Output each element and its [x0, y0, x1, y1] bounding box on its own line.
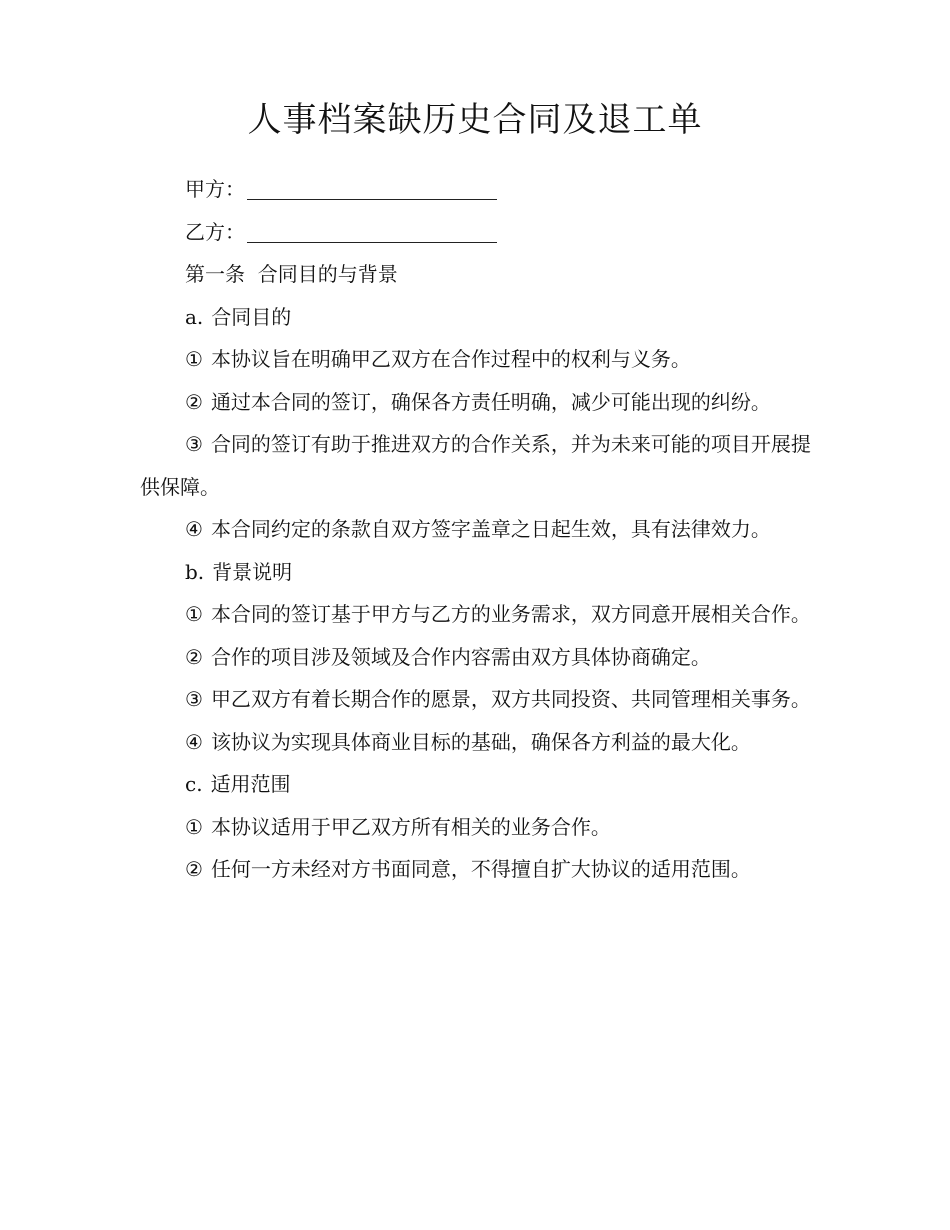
party-b-blank [247, 242, 497, 243]
list-item [140, 508, 812, 551]
section-heading [140, 763, 812, 806]
item-marker: ② [185, 644, 203, 669]
party-a-blank [247, 199, 497, 200]
list-item [140, 593, 812, 636]
item-text: 该协议为实现具体商业目标的基础，确保各方利益的最大化。 [210, 729, 751, 754]
section-heading [140, 551, 812, 594]
item-text: 合同的签订有助于推进双方的合作关系，并为未来可能的项目开展提供保障。 [140, 432, 811, 499]
list-item [140, 848, 812, 891]
item-marker: ② [185, 857, 203, 881]
document-body [140, 168, 812, 891]
item-text: 本协议适用于甲乙双方所有相关的业务合作。 [210, 814, 611, 839]
section-marker: b. [185, 559, 205, 584]
list-item [140, 338, 812, 381]
section-title: 背景说明 [212, 559, 293, 584]
item-marker: ③ [185, 687, 203, 711]
list-item [140, 721, 812, 764]
item-text: 本协议旨在明确甲乙双方在合作过程中的权利与义务。 [210, 347, 691, 371]
list-item [140, 423, 812, 508]
item-text: 合作的项目涉及领域及合作内容需由双方具体协商确定。 [210, 644, 711, 669]
party-a-line [140, 168, 812, 211]
section-marker: c. [185, 772, 203, 796]
item-text: 本合同约定的条款自双方签字盖章之日起生效，具有法律效力。 [210, 517, 771, 541]
article-heading: 第一条 合同目的与背景 [185, 262, 398, 286]
party-b-label: 乙方： [185, 219, 245, 244]
item-text: 甲乙双方有着长期合作的愿景，双方共同投资、共同管理相关事务。 [210, 687, 811, 711]
item-text: 任何一方未经对方书面同意，不得擅自扩大协议的适用范围。 [210, 857, 751, 881]
document-title: 人事档案缺历史合同及退工单 [247, 100, 703, 140]
item-marker: ④ [185, 517, 203, 541]
party-a-label: 甲方： [185, 177, 245, 201]
list-item [140, 636, 812, 679]
list-item [140, 678, 812, 721]
section-title: 适用范围 [210, 772, 291, 796]
list-item [140, 806, 812, 849]
item-text: 通过本合同的签订，确保各方责任明确，减少可能出现的纠纷。 [210, 389, 771, 414]
section-heading [140, 296, 812, 339]
section-marker: a. [185, 304, 204, 329]
list-item [140, 381, 812, 424]
item-marker: ④ [185, 729, 203, 754]
party-b-line [140, 211, 812, 254]
item-marker: ③ [185, 432, 203, 456]
item-marker: ① [185, 602, 203, 626]
item-text: 本合同的签订基于甲方与乙方的业务需求，双方同意开展相关合作。 [210, 602, 811, 626]
section-title: 合同目的 [211, 304, 292, 329]
item-marker: ① [185, 347, 203, 371]
item-marker: ① [185, 814, 203, 839]
item-marker: ② [185, 389, 203, 414]
